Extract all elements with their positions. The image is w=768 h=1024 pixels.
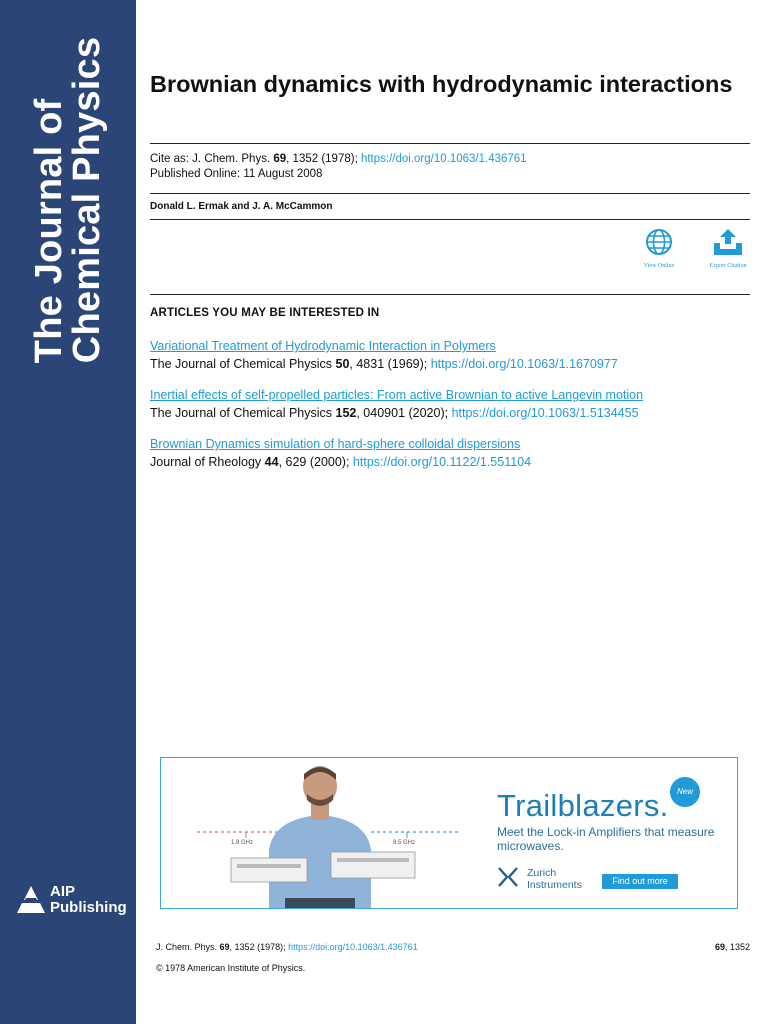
related-article-reference	[150, 355, 750, 373]
related-article-title[interactable]: Variational Treatment of Hydrodynamic Interaction in Polymers	[150, 339, 496, 353]
related-volume: 44	[264, 455, 279, 469]
footer-page-number: , 1352	[724, 942, 750, 952]
cite-rest: , 1352 (1978);	[286, 153, 361, 165]
view-online-label: View Online	[643, 263, 675, 269]
article-title: Brownian dynamics with hydrodynamic interactions	[150, 71, 733, 97]
brand-line1: Zurich	[527, 867, 557, 879]
view-online-button[interactable]	[629, 228, 689, 269]
footer-page-reference	[715, 941, 750, 953]
ad-headline: Trailblazers.	[497, 788, 669, 823]
journal-name-line1: The Journal of	[28, 98, 70, 364]
footer-page-volume: 69	[714, 942, 725, 952]
citation	[150, 152, 527, 167]
article-cover	[150, 0, 750, 1024]
related-article-reference	[150, 453, 750, 471]
related-journal: The Journal of Chemical Physics	[150, 406, 336, 420]
globe-icon	[645, 228, 673, 256]
related-articles-heading: ARTICLES YOU MAY BE INTERESTED IN	[150, 307, 380, 319]
divider	[150, 219, 750, 220]
related-article-reference	[150, 404, 750, 422]
journal-sidebar	[0, 0, 136, 1024]
footer-doi-link[interactable]: https://doi.org/10.1063/1.436761	[288, 942, 418, 952]
advertisement-banner[interactable]	[160, 757, 738, 909]
cite-volume: 69	[273, 153, 287, 165]
footer-volume: 69	[219, 942, 230, 952]
divider	[150, 193, 750, 194]
zurich-logo-icon	[497, 866, 519, 888]
aip-logo-icon	[16, 886, 46, 914]
journal-name-line2: Chemical Physics	[66, 36, 108, 364]
related-article	[150, 386, 750, 422]
export-icon	[711, 228, 745, 256]
related-pages: , 629 (2000);	[278, 455, 353, 469]
related-doi-link[interactable]: https://doi.org/10.1063/1.5134455	[451, 406, 639, 420]
related-article	[150, 337, 750, 373]
related-pages: , 4831 (1969);	[349, 357, 431, 371]
export-citation-button[interactable]	[698, 228, 758, 269]
brand-line2: Instruments	[527, 879, 582, 891]
new-badge: New	[670, 777, 700, 807]
copyright: © 1978 American Institute of Physics.	[156, 963, 306, 973]
authors: Donald L. Ermak and J. A. McCammon	[150, 201, 333, 212]
divider	[150, 294, 750, 295]
related-volume: 152	[335, 406, 357, 420]
journal-name	[30, 37, 106, 363]
ad-description: Meet the Lock-in Amplifiers that measure microwaves.	[497, 825, 715, 853]
footer-pages: , 1352 (1978);	[229, 942, 289, 952]
related-article-title[interactable]: Brownian Dynamics simulation of hard-sphere colloidal dispersions	[150, 437, 521, 451]
related-doi-link[interactable]: https://doi.org/10.1063/1.1670977	[430, 357, 618, 371]
find-out-more-button[interactable]: Find out more	[602, 874, 678, 889]
publisher-line2: Publishing	[50, 899, 127, 916]
page-footer	[156, 941, 750, 953]
related-volume: 50	[335, 357, 350, 371]
related-article-title[interactable]: Inertial effects of self-propelled particles: From active Brownian to active Langevin motion	[150, 388, 644, 402]
related-doi-link[interactable]: https://doi.org/10.1122/1.551104	[352, 455, 532, 469]
zurich-brand	[527, 867, 582, 891]
aip-publishing-logo	[16, 884, 131, 920]
publisher-line1: AIP	[50, 883, 76, 900]
published-date: Published Online: 11 August 2008	[150, 168, 323, 180]
doi-link[interactable]: https://doi.org/10.1063/1.436761	[360, 153, 527, 165]
frequency-label: 8.5 GHz	[393, 840, 416, 846]
footer-cite-prefix: J. Chem. Phys.	[156, 942, 220, 952]
ad-illustration	[161, 758, 491, 909]
frequency-label: 1.8 GHz	[231, 840, 254, 846]
related-journal: Journal of Rheology	[150, 455, 265, 469]
related-pages: , 040901 (2020);	[356, 406, 452, 420]
export-citation-label: Export Citation	[709, 263, 747, 269]
related-article	[150, 435, 750, 471]
cite-prefix: Cite as: J. Chem. Phys.	[150, 153, 274, 165]
related-journal: The Journal of Chemical Physics	[150, 357, 336, 371]
divider	[150, 143, 750, 144]
